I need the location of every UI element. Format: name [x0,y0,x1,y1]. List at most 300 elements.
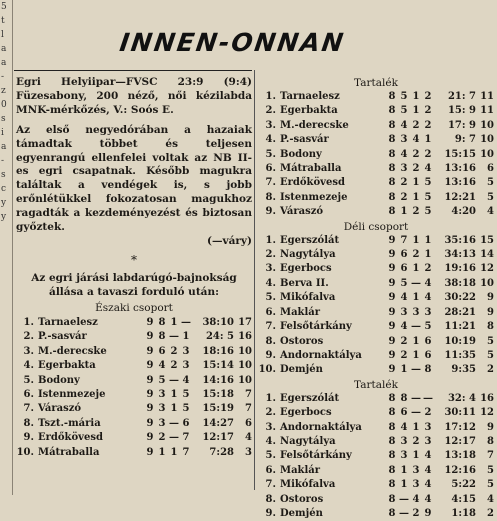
rank-cell: 1. [265,91,276,102]
adjacent-column-edge [0,0,13,495]
points-cell: 16 [238,331,252,343]
won-cell: 3 [400,435,408,447]
drawn-cell: 1 [170,446,178,458]
goals-cell: 14:27 [202,417,234,429]
played-cell: 8 [388,177,396,189]
goals-cell: 13:18 [444,450,476,462]
played-cell: 9 [146,360,154,372]
rank-cell: 2. [23,331,34,343]
won-cell: 6 [400,249,408,261]
rank-cell: 7. [23,403,34,415]
team-name-cell: Bodony [38,374,80,386]
rank-cell: 1. [265,392,276,404]
rank-cell: 3. [265,421,276,433]
drawn-cell: — [169,331,179,343]
rank-cell: 2. [265,407,276,419]
won-cell: 5 [400,91,408,102]
goals-cell: 9:35 [451,364,476,376]
drawn-cell: 1 [170,388,178,400]
lost-cell: 7 [182,446,190,458]
lost-cell: 2 [424,263,432,275]
gutter-glyph: l [1,30,4,40]
rank-cell: 5. [265,148,276,160]
goals-cell: 12:17 [444,435,476,447]
drawn-cell: 1 [412,91,420,102]
team-name-cell: Egerszólát [280,234,340,246]
standings-table-reserve-north [258,90,494,220]
header-rule [14,70,252,71]
gutter-glyph: a [1,142,7,152]
gutter-glyph: y [1,198,7,208]
won-cell: — [399,507,409,519]
won-cell: 6 [158,345,166,357]
played-cell: 8 [388,191,396,203]
won-cell: 4 [400,119,408,131]
drawn-cell: 4 [412,134,420,146]
lost-cell: 1 [182,331,190,343]
gutter-glyph: z [1,86,6,96]
rank-cell: 7. [265,321,276,333]
lost-cell: 5 [182,388,190,400]
gutter-glyph: i [1,128,4,138]
played-cell: 9 [146,446,154,458]
drawn-cell: 2 [412,435,420,447]
points-cell: 14 [480,249,494,261]
drawn-cell: 2 [412,249,420,261]
drawn-cell: — [411,392,421,404]
won-cell: 2 [400,349,408,361]
won-cell: 7 [400,234,408,246]
won-cell: 3 [158,417,166,429]
won-cell: 1 [400,479,408,491]
standings-heading: Az egri járási labdarúgó-bajnokság állása a tavaszi forduló után: [31,271,237,298]
standings-table-reserve-south [258,392,494,521]
lost-cell: 3 [424,306,432,318]
played-cell: 9 [146,374,154,386]
gutter-glyph: s [1,114,6,124]
points-cell: 7 [487,450,494,462]
drawn-cell: — [169,432,179,444]
won-cell: 8 [158,331,166,343]
lost-cell: 9 [424,507,432,519]
played-cell: 8 [388,91,396,102]
lost-cell: 7 [182,432,190,444]
points-cell: 12 [480,407,494,419]
gutter-glyph: a [1,58,7,68]
team-name-cell: Egerbakta [280,105,338,117]
points-cell: 7 [245,388,252,400]
played-cell: 9 [388,234,396,246]
team-name-cell: Ostoros [280,493,324,505]
rank-cell: 9. [265,206,276,218]
table-row [258,162,494,176]
rank-cell: 5. [265,450,276,462]
points-cell: 16 [480,392,494,404]
lost-cell: 1 [424,234,432,246]
lost-cell: 4 [424,479,432,491]
goals-cell: 4:20 [451,206,476,218]
won-cell: 1 [400,464,408,476]
group-title-reserve-south: Tartalék [354,378,398,391]
won-cell: 4 [400,292,408,304]
rank-cell: 8. [23,417,34,429]
played-cell: 9 [388,349,396,361]
gutter-glyph: - [1,72,5,82]
goals-cell: 15:18 [202,388,234,400]
team-name-cell: Andornaktálya [280,421,362,433]
table-row [258,176,494,190]
table-row [258,248,494,262]
table-row [258,119,494,133]
team-name-cell: Mátraballa [38,446,100,458]
standings-table-south [258,234,494,378]
group-title-south: Déli csoport [343,220,409,233]
played-cell: 8 [388,119,396,131]
goals-cell: 4:15 [451,493,476,505]
points-cell: 10 [238,345,252,357]
table-row [258,234,494,248]
team-name-cell: Maklár [280,306,321,318]
table-row [258,464,494,478]
won-cell: 4 [400,421,408,433]
won-cell: 3 [158,388,166,400]
team-name-cell: Nagytálya [280,249,336,261]
points-cell: 11 [480,91,494,102]
table-row [258,406,494,420]
lost-cell: 4 [424,277,432,289]
gutter-glyph: s [1,170,6,180]
drawn-cell: 2 [412,206,420,218]
table-row [258,421,494,435]
team-name-cell: Felsőtárkány [280,321,352,333]
played-cell: 9 [388,249,396,261]
team-name-cell: Egerbakta [38,360,96,372]
played-cell: 9 [146,331,154,343]
rank-cell: 4. [23,360,34,372]
table-row [16,431,252,445]
drawn-cell: 1 [412,105,420,117]
table-row [258,291,494,305]
won-cell: 2 [400,335,408,347]
team-name-cell: Istenmezeje [280,191,348,203]
points-cell: 8 [487,321,494,333]
won-cell: 8 [400,392,408,404]
group-title-reserve-north: Tartalék [354,77,398,89]
lost-cell: 5 [424,321,432,333]
goals-cell: 9: 7 [454,134,476,146]
won-cell: 5 [158,374,166,386]
left-column [16,76,252,460]
table-row [16,417,252,431]
lost-cell: 5 [182,403,190,415]
rank-cell: 3. [23,345,34,357]
lost-cell: 1 [424,134,432,146]
table-row [258,104,494,118]
goals-cell: 12:16 [444,464,476,476]
lost-cell: 6 [182,417,190,429]
goals-cell: 5:22 [451,479,476,491]
lost-cell: 3 [424,421,432,433]
played-cell: 8 [388,407,396,419]
table-row [258,191,494,205]
played-cell: 9 [146,417,154,429]
lost-cell: 4 [424,493,432,505]
rank-cell: 8. [265,493,276,505]
played-cell: 9 [388,306,396,318]
rank-cell: 8. [265,335,276,347]
goals-cell: 15:19 [202,403,234,415]
played-cell: 9 [388,292,396,304]
rank-cell: 6. [23,388,34,400]
team-name-cell: Tszt.-mária [38,417,101,429]
rank-cell: 6. [265,306,276,318]
won-cell: 6 [400,263,408,275]
lost-cell: — [181,316,191,328]
group-title-north: Északi csoport [95,301,173,314]
table-row [258,349,494,363]
rank-cell: 1. [23,316,34,328]
table-row [16,345,252,359]
team-name-cell: Ostoros [280,335,324,347]
goals-cell: 14:16 [202,374,234,386]
rank-cell: 6. [265,163,276,175]
table-row [16,374,252,388]
team-name-cell: Váraszó [280,206,324,218]
team-name-cell: Istenmezeje [38,388,106,400]
played-cell: 9 [388,321,396,333]
team-name-cell: Erdőkövesd [280,177,345,189]
points-cell: 5 [487,335,494,347]
team-name-cell: M.-derecske [38,345,107,357]
gutter-glyph: y [1,212,7,222]
played-cell: 8 [388,134,396,146]
table-row [258,435,494,449]
gutter-glyph: - [1,156,5,166]
goals-cell: 32: 4 [447,392,476,404]
rank-cell: 9. [23,432,34,444]
drawn-cell: 3 [412,479,420,491]
team-name-cell: Egerbocs [280,263,332,275]
lost-cell: 4 [182,374,190,386]
lost-cell: 6 [424,349,432,361]
team-name-cell: Váraszó [38,403,82,415]
drawn-cell: 1 [412,292,420,304]
rank-cell: 8. [265,191,276,203]
played-cell: 9 [388,277,396,289]
played-cell: 8 [388,163,396,175]
rank-cell: 4. [265,134,276,146]
rank-cell: 2. [265,105,276,117]
drawn-cell: 1 [412,421,420,433]
played-cell: 8 [388,479,396,491]
table-row [258,392,494,406]
lost-cell: 4 [424,163,432,175]
played-cell: 9 [146,403,154,415]
points-cell: 5 [487,464,494,476]
played-cell: 9 [388,335,396,347]
won-cell: 5 [400,105,408,117]
table-row [258,277,494,291]
drawn-cell: 1 [412,263,420,275]
team-name-cell: Berva II. [280,277,329,289]
points-cell: 10 [238,374,252,386]
table-row [16,359,252,373]
won-cell: 2 [158,432,166,444]
rank-cell: 3. [265,263,276,275]
match-lead: Egri Helyiipar—FVSC 23:9 (9:4) Füzesabony, 200 néző, női kézilabda MNK-mérkőzés, V.: Soós E. [16,76,252,116]
table-row [258,262,494,276]
points-cell: 8 [487,435,494,447]
rank-cell: 10. [16,446,34,458]
won-cell: 2 [400,191,408,203]
rank-cell: 9. [265,349,276,361]
points-cell: 5 [487,191,494,203]
points-cell: 10 [480,148,494,160]
points-cell: 5 [487,177,494,189]
lost-cell: 6 [424,335,432,347]
lost-cell: 5 [424,206,432,218]
lost-cell: 2 [424,91,432,102]
goals-cell: 38:10 [202,316,234,328]
team-name-cell: Demjén [280,364,323,376]
played-cell: 9 [146,316,154,328]
goals-cell: 30:22 [444,292,476,304]
lost-cell: 3 [182,360,190,372]
goals-cell: 34:13 [444,249,476,261]
lost-cell: 2 [424,119,432,131]
points-cell: 2 [487,364,494,376]
won-cell: 8 [158,316,166,328]
won-cell: 3 [400,134,408,146]
lost-cell: 5 [424,177,432,189]
byline: (—váry) [207,234,252,247]
team-name-cell: P.-sasvár [38,331,87,343]
right-column [258,76,494,521]
handball-report [16,76,252,267]
lost-cell: 5 [424,191,432,203]
won-cell: 1 [400,364,408,376]
played-cell: 8 [388,421,396,433]
played-cell: 8 [388,206,396,218]
team-name-cell: Mátraballa [280,163,342,175]
drawn-cell: 1 [412,450,420,462]
won-cell: 4 [400,321,408,333]
table-row [258,335,494,349]
points-cell: 10 [480,277,494,289]
table-row [258,148,494,162]
gutter-glyph: 5 [1,2,7,12]
won-cell: 4 [400,148,408,160]
won-cell: 1 [400,206,408,218]
drawn-cell: 1 [412,191,420,203]
table-row [16,446,252,460]
table-row [258,478,494,492]
points-cell: 6 [487,163,494,175]
drawn-cell: 2 [170,345,178,357]
table-row [258,205,494,219]
rank-cell: 7. [265,479,276,491]
played-cell: 8 [388,507,396,519]
drawn-cell: 1 [412,335,420,347]
goals-cell: 15: 9 [447,105,476,117]
points-cell: 6 [245,417,252,429]
lost-cell: 3 [424,435,432,447]
drawn-cell: 3 [412,306,420,318]
team-name-cell: Andornaktálya [280,349,362,361]
rank-cell: 2. [265,249,276,261]
rank-cell: 1. [265,234,276,246]
table-row [258,449,494,463]
team-name-cell: Mikófalva [280,292,336,304]
match-body: Az első negyedórában a hazaiak támadtak többet és teljesen egyenrangú ellenfelei voltak az NB II-es egri csapatnak. Később magukra találtak a vendégek is, s jobb erőnlétükkel fokozatosan magukhoz ragadták a kezdeményezést és biztosan győztek. [16,123,252,234]
rank-cell: 6. [265,464,276,476]
rank-cell: 3. [265,119,276,131]
column-divider [254,70,255,490]
gutter-glyph: t [1,16,5,26]
gutter-glyph: 0 [1,100,7,110]
drawn-cell: 2 [412,163,420,175]
drawn-cell: 2 [170,360,178,372]
rank-cell: 4. [265,435,276,447]
drawn-cell: 1 [170,316,178,328]
lost-cell: 2 [424,148,432,160]
drawn-cell: — [411,277,421,289]
won-cell: 3 [400,163,408,175]
won-cell: 1 [158,446,166,458]
drawn-cell: — [411,321,421,333]
lost-cell: 2 [424,407,432,419]
points-cell: 2 [487,507,494,519]
lost-cell: 4 [424,450,432,462]
played-cell: 9 [146,345,154,357]
played-cell: 9 [388,263,396,275]
table-row [258,306,494,320]
lost-cell: 4 [424,464,432,476]
points-cell: 10 [238,360,252,372]
gutter-glyph: a [1,44,7,54]
section-masthead: INNEN-ONNAN [117,28,347,57]
lost-cell: 8 [424,364,432,376]
won-cell: 5 [400,277,408,289]
goals-cell: 15:15 [444,148,476,160]
standings-table-north [16,316,252,460]
drawn-cell: 2 [412,119,420,131]
goals-cell: 15:14 [202,360,234,372]
goals-cell: 17: 9 [447,119,476,131]
table-row [258,320,494,334]
lost-cell: 4 [424,292,432,304]
goals-cell: 38:18 [444,277,476,289]
goals-cell: 7:28 [209,446,234,458]
played-cell: 8 [388,392,396,404]
points-cell: 4 [245,432,252,444]
won-cell: 6 [400,407,408,419]
goals-cell: 11:35 [444,349,476,361]
drawn-cell: 2 [412,507,420,519]
played-cell: 8 [388,464,396,476]
rank-cell: 4. [265,277,276,289]
goals-cell: 11:21 [444,321,476,333]
points-cell: 7 [245,403,252,415]
lost-cell: 3 [182,345,190,357]
gutter-glyph: c [1,184,7,194]
team-name-cell: Felsőtárkány [280,450,352,462]
points-cell: 4 [487,206,494,218]
played-cell: 9 [146,388,154,400]
points-cell: 10 [480,134,494,146]
drawn-cell: 1 [412,234,420,246]
won-cell: 3 [400,306,408,318]
